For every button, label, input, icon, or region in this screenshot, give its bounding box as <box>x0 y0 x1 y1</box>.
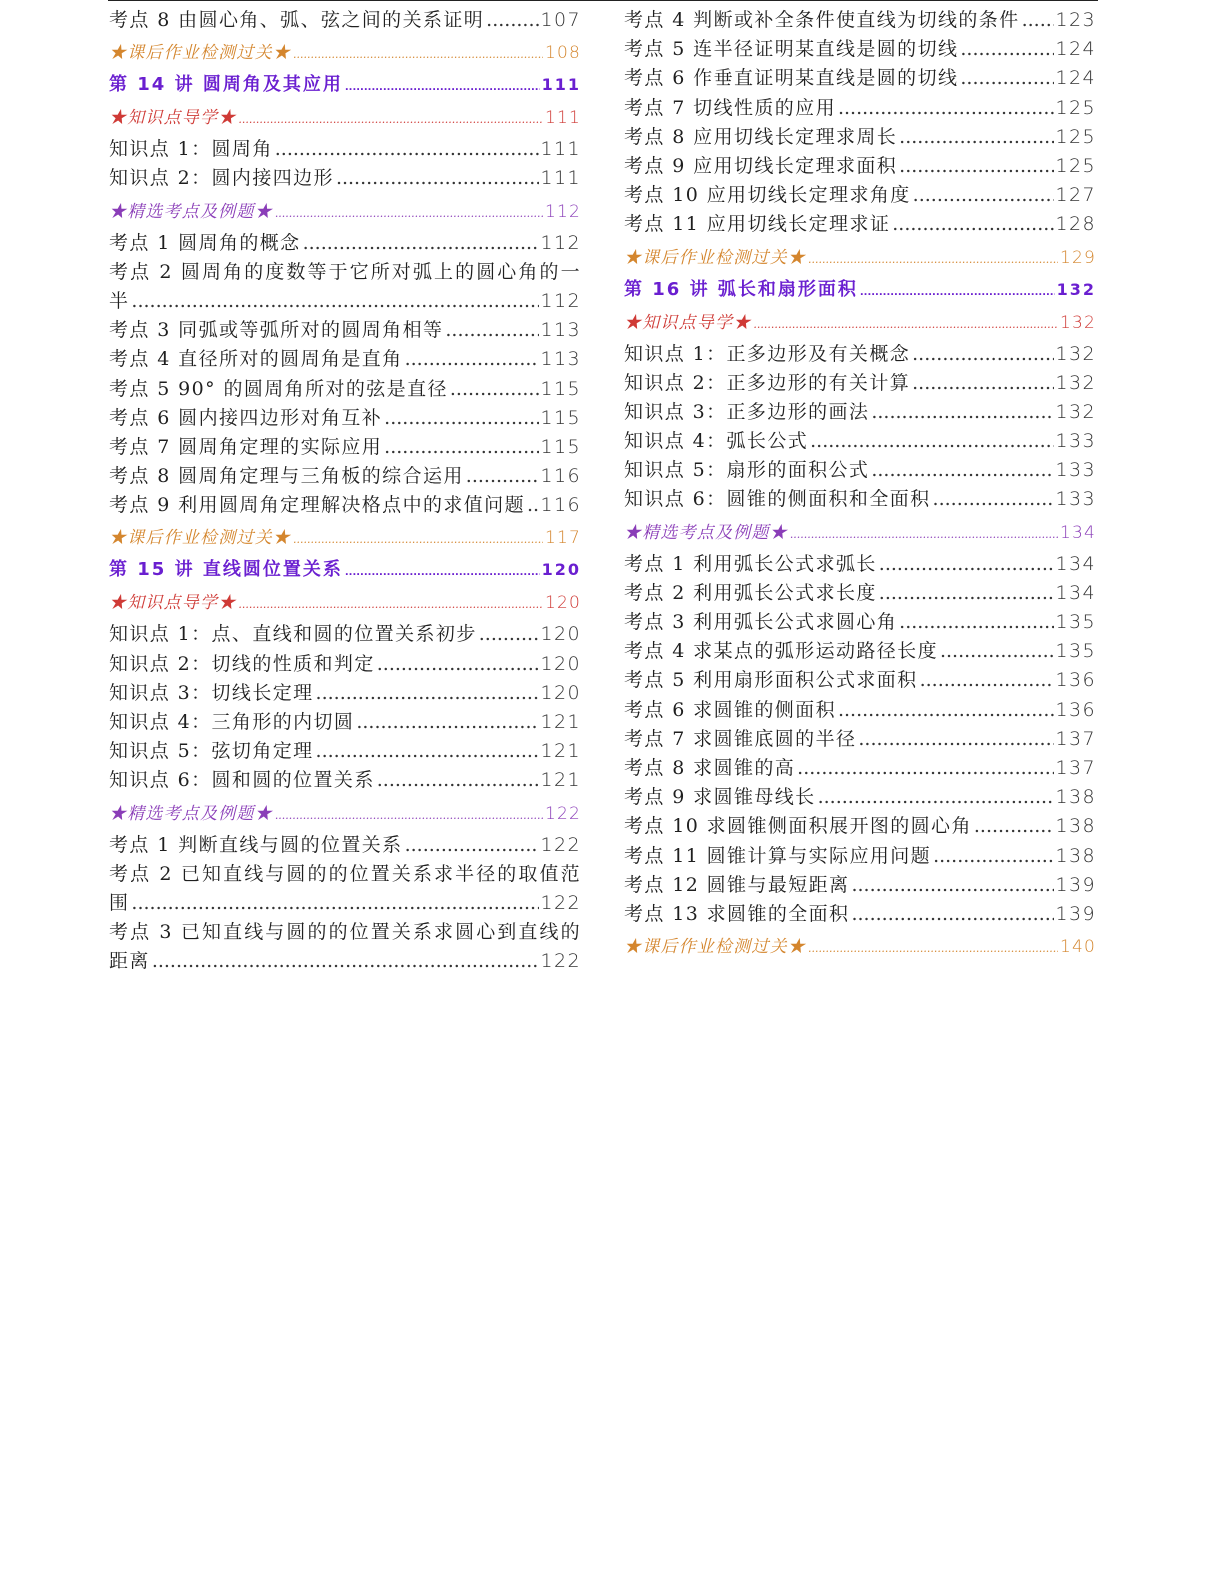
dot-leader <box>858 725 1053 754</box>
toc-entry[interactable] <box>109 679 581 708</box>
toc-entry[interactable] <box>109 164 581 193</box>
toc-page-number: 115 <box>540 377 581 400</box>
toc-entry[interactable] <box>109 345 581 374</box>
dot-leader <box>405 345 539 374</box>
toc-entry[interactable] <box>624 579 1096 608</box>
dot-leader <box>377 650 539 679</box>
dot-leader <box>152 947 539 976</box>
toc-section-heading[interactable] <box>109 35 581 70</box>
toc-entry[interactable] <box>624 181 1096 210</box>
toc-entry[interactable] <box>624 94 1096 123</box>
toc-page-number: 134 <box>1055 581 1096 604</box>
toc-entry[interactable] <box>624 666 1096 695</box>
toc-entry-label: 考点 7 切线性质的应用 <box>624 96 836 119</box>
toc-page-number: 113 <box>540 348 581 371</box>
dot-leader <box>913 181 1054 210</box>
toc-section-heading-label: ★课后作业检测过关★ <box>624 937 806 958</box>
toc-lecture-heading[interactable] <box>624 275 1096 305</box>
dot-leader <box>445 316 538 345</box>
dot-leader <box>377 766 539 795</box>
toc-entry[interactable] <box>109 316 581 345</box>
dot-leader <box>797 754 1053 783</box>
toc-entry-label: 知识点 1：正多边形及有关概念 <box>624 342 911 365</box>
toc-page-number: 112 <box>544 201 581 222</box>
top-rule <box>108 0 1098 1</box>
toc-page-number: 136 <box>1055 669 1096 692</box>
toc-page-number: 128 <box>1055 213 1096 236</box>
dot-leader <box>899 608 1053 637</box>
toc-section-heading[interactable] <box>624 305 1096 340</box>
dot-leader <box>851 871 1053 900</box>
dot-leader <box>960 64 1053 93</box>
toc-entry[interactable] <box>109 737 581 766</box>
toc-page-number: 120 <box>544 593 581 614</box>
toc-page-number: 117 <box>544 528 581 549</box>
toc-entry-label: 考点 5 90° 的圆周角所对的弦是直径 <box>109 377 448 400</box>
toc-entry[interactable] <box>109 708 581 737</box>
toc-entry-label: 考点 10 求圆锥侧面积展开图的圆心角 <box>624 815 972 838</box>
toc-page-number: 139 <box>1055 902 1096 925</box>
toc-entry-label: 考点 4 判断或补全条件使直线为切线的条件 <box>624 9 1020 31</box>
toc-page-number: 140 <box>1059 937 1096 958</box>
toc-entry[interactable] <box>624 725 1096 754</box>
dot-leader <box>838 696 1054 725</box>
dot-leader <box>753 308 1058 341</box>
toc-entry-label: 考点 8 应用切线长定理求周长 <box>624 125 898 148</box>
toc-entry[interactable] <box>109 831 581 860</box>
toc-page-number: 135 <box>1055 611 1096 633</box>
toc-entry[interactable] <box>624 754 1096 783</box>
toc-page-number: 116 <box>540 494 581 517</box>
toc-page-number: 113 <box>540 319 581 342</box>
toc-section-heading-label: ★知识点导学★ <box>624 312 752 333</box>
toc-lecture-heading-label: 第 14 讲 圆周角及其应用 <box>109 74 343 96</box>
toc-page-number: 107 <box>540 9 581 31</box>
toc-entry-continuation <box>109 947 581 976</box>
toc-entry-label: 知识点 4：三角形的内切圆 <box>109 711 355 734</box>
toc-page-number: 138 <box>1055 815 1096 838</box>
toc-entry-label: 考点 3 利用弧长公式求圆心角 <box>624 611 898 633</box>
toc-entry-label: 考点 9 应用切线长定理求面积 <box>624 154 898 177</box>
dot-leader <box>303 229 539 258</box>
toc-entry-label: 知识点 1：圆周角 <box>109 138 273 161</box>
toc-entry-label: 考点 6 圆内接四边形对角互补 <box>109 406 383 429</box>
toc-lecture-heading[interactable] <box>109 70 581 100</box>
toc-section-heading-label: ★课后作业检测过关★ <box>109 528 291 549</box>
toc-page-number: 116 <box>540 465 581 488</box>
toc-entry-label: 知识点 2：圆内接四边形 <box>109 167 334 190</box>
toc-section-heading-label: ★知识点导学★ <box>109 108 237 129</box>
toc-page-number: 115 <box>540 435 581 458</box>
dot-leader <box>790 518 1058 551</box>
dot-leader <box>450 375 539 404</box>
toc-entry-label-line1: 考点 3 已知直线与圆的的位置关系求圆心到直线的 <box>109 921 581 944</box>
toc-entry-label: 考点 11 应用切线长定理求证 <box>624 213 891 236</box>
toc-entry[interactable] <box>624 456 1096 485</box>
dot-leader <box>933 485 1054 514</box>
toc-entry[interactable] <box>109 404 581 433</box>
toc-page-number: 115 <box>540 406 581 429</box>
toc-entry-label: 知识点 1：点、直线和圆的位置关系初步 <box>109 623 477 646</box>
toc-entry[interactable] <box>624 842 1096 871</box>
toc-entry-continuation <box>109 287 581 316</box>
toc-entry[interactable] <box>109 620 581 649</box>
dot-leader <box>293 523 543 556</box>
dot-leader <box>879 579 1054 608</box>
toc-page-number: 137 <box>1055 727 1096 750</box>
toc-entry[interactable] <box>624 783 1096 812</box>
toc-page-number: 112 <box>540 289 581 312</box>
toc-entry-label: 知识点 2：正多边形的有关计算 <box>624 371 911 394</box>
dot-leader <box>275 135 539 164</box>
toc-entry[interactable] <box>624 608 1096 637</box>
toc-section-heading[interactable] <box>109 194 581 229</box>
dot-leader <box>316 737 539 766</box>
toc-entry[interactable] <box>624 64 1096 93</box>
toc-entry[interactable] <box>109 462 581 491</box>
toc-page-number: 132 <box>1055 400 1096 423</box>
toc-entry-label: 考点 8 由圆心角、弧、弦之间的关系证明 <box>109 9 485 31</box>
toc-page-number: 132 <box>1055 342 1096 365</box>
toc-entry[interactable] <box>624 427 1096 456</box>
toc-entry-label: 考点 4 直径所对的圆周角是直角 <box>109 348 403 371</box>
toc-page-number: 111 <box>540 138 581 161</box>
toc-entry-label: 考点 1 利用弧长公式求弧长 <box>624 552 877 575</box>
dot-leader <box>405 831 539 860</box>
toc-column-left <box>109 6 581 977</box>
toc-entry[interactable] <box>109 650 581 679</box>
toc-page-number: 125 <box>1055 96 1096 119</box>
toc-page-number: 111 <box>540 167 581 190</box>
toc-entry-label: 考点 8 求圆锥的高 <box>624 756 796 779</box>
toc-entry[interactable] <box>624 340 1096 369</box>
toc-page-number: 134 <box>1055 552 1096 575</box>
toc-page-number: 121 <box>540 740 581 763</box>
toc-entry[interactable] <box>624 6 1096 35</box>
toc-entry-label: 考点 6 作垂直证明某直线是圆的切线 <box>624 67 959 90</box>
toc-section-heading[interactable] <box>109 520 581 555</box>
toc-entry[interactable] <box>109 491 581 520</box>
dot-leader <box>275 799 543 832</box>
toc-page-number: 111 <box>541 75 581 95</box>
toc-entry-label: 半 <box>109 289 130 312</box>
toc-entry[interactable] <box>624 812 1096 841</box>
toc-entry-label: 围 <box>109 891 130 914</box>
toc-page-number: 129 <box>1059 247 1096 268</box>
toc-page-number: 121 <box>540 769 581 792</box>
toc-entry-label: 知识点 4：弧长公式 <box>624 430 809 453</box>
dot-leader <box>527 491 539 520</box>
toc-entry[interactable] <box>624 398 1096 427</box>
toc-entry[interactable] <box>624 696 1096 725</box>
dot-leader <box>345 558 540 588</box>
toc-lecture-heading[interactable] <box>109 555 581 585</box>
toc-section-heading[interactable] <box>624 240 1096 275</box>
dot-leader <box>1022 6 1054 35</box>
toc-entry[interactable] <box>109 135 581 164</box>
toc-entry-label: 考点 2 利用弧长公式求长度 <box>624 581 877 604</box>
toc-page-number: 137 <box>1055 756 1096 779</box>
toc-page-number: 136 <box>1055 698 1096 721</box>
toc-page-number: 127 <box>1055 184 1096 207</box>
dot-leader <box>860 278 1055 308</box>
toc-section-heading-label: ★知识点导学★ <box>109 593 237 614</box>
toc-page-number: 122 <box>544 803 581 824</box>
toc-entry[interactable] <box>624 369 1096 398</box>
dot-leader <box>238 588 543 621</box>
toc-entry-label-line1: 考点 2 已知直线与圆的的位置关系求半径的取值范 <box>109 862 581 885</box>
dot-leader <box>899 123 1053 152</box>
toc-entry-label: 知识点 6：圆锥的侧面积和全面积 <box>624 488 931 511</box>
toc-entry-label: 知识点 3：正多边形的画法 <box>624 400 870 423</box>
dot-leader <box>275 197 543 230</box>
toc-page-number: 122 <box>540 891 581 914</box>
dot-leader <box>131 889 538 918</box>
dot-leader <box>238 103 543 136</box>
toc-entry-label: 知识点 6：圆和圆的位置关系 <box>109 769 375 792</box>
toc-entry[interactable] <box>624 485 1096 514</box>
dot-leader <box>879 550 1054 579</box>
toc-entry-label: 考点 11 圆锥计算与实际应用问题 <box>624 844 932 867</box>
toc-section-heading[interactable] <box>109 796 581 831</box>
toc-page-number: 133 <box>1055 459 1096 482</box>
toc-entry[interactable] <box>109 860 581 918</box>
dot-leader <box>131 287 538 316</box>
toc-section-heading[interactable] <box>624 515 1096 550</box>
toc-page-number: 122 <box>540 950 581 973</box>
toc-entry-label: 知识点 5：弦切角定理 <box>109 740 314 763</box>
dot-leader <box>933 842 1053 871</box>
toc-page-number: 138 <box>1055 844 1096 867</box>
dot-leader <box>892 210 1053 239</box>
dot-leader <box>384 433 538 462</box>
toc-section-heading-label: ★课后作业检测过关★ <box>109 43 291 64</box>
toc-entry-label: 考点 4 求某点的弧形运动路径长度 <box>624 640 938 663</box>
toc-entry-label: 知识点 5：扇形的面积公式 <box>624 459 870 482</box>
toc-entry-label: 考点 7 求圆锥底圆的半径 <box>624 727 857 750</box>
toc-entry[interactable] <box>109 258 581 316</box>
toc-page-number: 124 <box>1055 67 1096 90</box>
dot-leader <box>384 404 538 433</box>
toc-entry[interactable] <box>624 152 1096 181</box>
toc-entry-label: 考点 9 求圆锥母线长 <box>624 786 816 809</box>
toc-entry[interactable] <box>624 35 1096 64</box>
toc-entry-label: 考点 9 利用圆周角定理解决格点中的求值问题 <box>109 494 525 517</box>
toc-entry[interactable] <box>624 900 1096 929</box>
dot-leader <box>466 462 539 491</box>
toc-page-number: 139 <box>1055 873 1096 896</box>
toc-section-heading[interactable] <box>624 929 1096 964</box>
toc-page-number: 123 <box>1055 9 1096 31</box>
toc-section-heading[interactable] <box>109 585 581 620</box>
toc-entry[interactable] <box>109 766 581 795</box>
dot-leader <box>486 6 538 35</box>
toc-page-number: 111 <box>544 108 581 129</box>
toc-entry-label: 考点 8 圆周角定理与三角板的综合运用 <box>109 465 464 488</box>
toc-page-number: 120 <box>540 623 581 646</box>
toc-entry-label: 距离 <box>109 950 150 973</box>
toc-page-number: 132 <box>1055 371 1096 394</box>
dot-leader <box>293 38 543 71</box>
dot-leader <box>871 398 1053 427</box>
toc-page-number: 124 <box>1055 38 1096 61</box>
toc-page-number: 112 <box>540 231 581 254</box>
toc-entry[interactable] <box>624 210 1096 239</box>
toc-entry[interactable] <box>624 123 1096 152</box>
toc-entry-label: 考点 12 圆锥与最短距离 <box>624 873 850 896</box>
toc-lecture-heading-label: 第 16 讲 弧长和扇形面积 <box>624 278 858 300</box>
toc-entry[interactable] <box>109 375 581 404</box>
toc-section-heading-label: ★精选考点及例题★ <box>109 803 273 824</box>
toc-page-number: 120 <box>541 560 581 580</box>
toc-entry-label: 考点 5 利用扇形面积公式求面积 <box>624 669 918 692</box>
dot-leader <box>960 35 1053 64</box>
dot-leader <box>810 427 1053 456</box>
toc-entry[interactable] <box>109 6 581 35</box>
dot-leader <box>871 456 1053 485</box>
toc-entry-label: 考点 7 圆周角定理的实际应用 <box>109 435 383 458</box>
dot-leader <box>808 243 1058 276</box>
toc-entry-label: 考点 1 判断直线与圆的位置关系 <box>109 833 403 856</box>
toc-entry-label: 知识点 2：切线的性质和判定 <box>109 652 375 675</box>
toc-column-right <box>624 6 1096 964</box>
toc-entry-label: 考点 1 圆周角的概念 <box>109 231 301 254</box>
dot-leader <box>316 679 539 708</box>
toc-lecture-heading-label: 第 15 讲 直线圆位置关系 <box>109 559 343 581</box>
toc-page-number: 108 <box>544 43 581 64</box>
toc-entry-label: 考点 3 同弧或等弧所对的圆周角相等 <box>109 319 444 342</box>
toc-entry-label-line1: 考点 2 圆周角的度数等于它所对弧上的圆心角的一 <box>109 260 581 283</box>
dot-leader <box>974 812 1054 841</box>
toc-page-number: 120 <box>540 681 581 704</box>
dot-leader <box>336 164 539 193</box>
toc-page-number: 125 <box>1055 154 1096 177</box>
toc-entry[interactable] <box>624 637 1096 666</box>
dot-leader <box>920 666 1054 695</box>
toc-entry-label: 考点 6 求圆锥的侧面积 <box>624 698 836 721</box>
toc-page-number: 138 <box>1055 786 1096 809</box>
dot-leader <box>912 340 1053 369</box>
toc-page-number: 120 <box>540 652 581 675</box>
dot-leader <box>345 73 540 103</box>
toc-section-heading-label: ★精选考点及例题★ <box>109 201 273 222</box>
dot-leader <box>808 932 1058 965</box>
dot-leader <box>838 94 1054 123</box>
toc-section-heading-label: ★精选考点及例题★ <box>624 522 788 543</box>
toc-entry[interactable] <box>624 550 1096 579</box>
toc-page-number: 135 <box>1055 640 1096 663</box>
toc-page-number: 134 <box>1059 522 1096 543</box>
dot-leader <box>940 637 1054 666</box>
toc-entry-label: 考点 13 求圆锥的全面积 <box>624 902 850 925</box>
toc-entry[interactable] <box>109 918 581 976</box>
toc-section-heading-label: ★课后作业检测过关★ <box>624 247 806 268</box>
toc-page-number: 125 <box>1055 125 1096 148</box>
toc-entry-label: 考点 10 应用切线长定理求角度 <box>624 184 911 207</box>
dot-leader <box>912 369 1053 398</box>
toc-page-number: 121 <box>540 711 581 734</box>
dot-leader <box>479 620 539 649</box>
toc-page-number: 132 <box>1059 312 1096 333</box>
toc-entry[interactable] <box>624 871 1096 900</box>
toc-entry[interactable] <box>109 229 581 258</box>
toc-entry[interactable] <box>109 433 581 462</box>
toc-page-number: 132 <box>1056 279 1096 299</box>
dot-leader <box>356 708 538 737</box>
toc-entry-continuation <box>109 889 581 918</box>
toc-entry-label: 考点 5 连半径证明某直线是圆的切线 <box>624 38 959 61</box>
toc-page-number: 133 <box>1055 430 1096 453</box>
toc-section-heading[interactable] <box>109 100 581 135</box>
dot-leader <box>899 152 1053 181</box>
dot-leader <box>818 783 1054 812</box>
dot-leader <box>851 900 1053 929</box>
toc-page-number: 122 <box>540 833 581 856</box>
toc-page-number: 133 <box>1055 488 1096 511</box>
toc-entry-label: 知识点 3：切线长定理 <box>109 681 314 704</box>
